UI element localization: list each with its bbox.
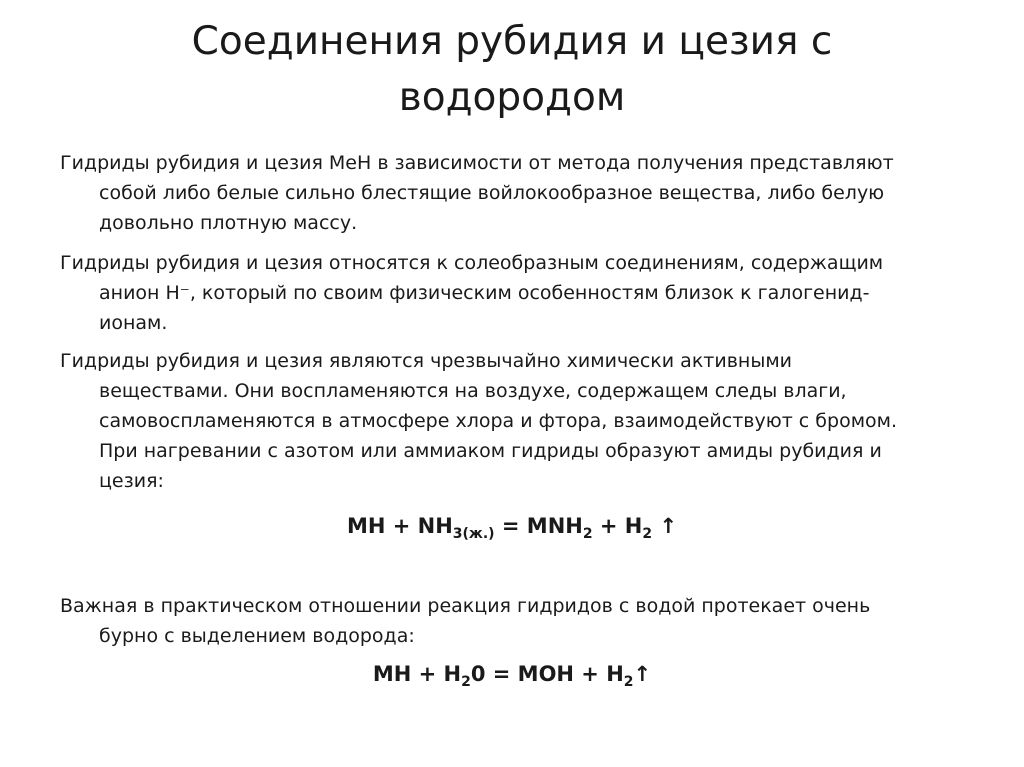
title-line: Соединения рубидия и цезия с bbox=[191, 19, 833, 64]
paragraph-hydride-appearance bbox=[60, 148, 970, 238]
equation-subscript: 2 bbox=[623, 674, 634, 690]
paragraph-line: довольно плотную массу. bbox=[99, 212, 358, 234]
slide-title bbox=[60, 14, 964, 126]
paragraph-line: При нагревании с азотом или аммиаком гидриды образуют амиды рубидия и bbox=[99, 440, 882, 462]
equation-subscript: 3(ж.) bbox=[452, 526, 495, 542]
up-arrow-icon: ↑ bbox=[652, 514, 678, 538]
equation-part: = MNH bbox=[494, 514, 583, 538]
equation-subscript: 2 bbox=[582, 526, 593, 542]
paragraph-line: собой либо белые сильно блестящие войлокообразное вещества, либо белую bbox=[99, 182, 885, 204]
equation-part: 0 = MOH + H bbox=[470, 662, 624, 686]
equation-water-reaction bbox=[0, 659, 1024, 689]
equation-ammonia-reaction bbox=[0, 511, 1024, 541]
equation-part: MH + H bbox=[372, 662, 462, 686]
paragraph-salt-like bbox=[60, 248, 970, 338]
equation-subscript: 2 bbox=[642, 526, 653, 542]
paragraph-line: Гидриды рубидия и цезия MeH в зависимости от метода получения представляют bbox=[60, 152, 894, 174]
paragraph-line: анион H⁻, который по своим физическим особенностям близок к галогенид- bbox=[99, 282, 870, 304]
paragraph-line: веществами. Они воспламеняются на воздухе, содержащем следы влаги, bbox=[99, 380, 847, 402]
paragraph-line: самовоспламеняются в атмосфере хлора и фтора, взаимодействуют с бромом. bbox=[99, 410, 898, 432]
paragraph-line: бурно с выделением водорода: bbox=[99, 625, 415, 647]
equation-subscript: 2 bbox=[461, 674, 471, 690]
paragraph-line: Гидриды рубидия и цезия являются чрезвычайно химически активными bbox=[60, 350, 793, 372]
paragraph-water-reaction bbox=[60, 591, 970, 651]
paragraph-line: цезия: bbox=[99, 470, 164, 492]
equation-part: MH + NH bbox=[346, 514, 453, 538]
paragraph-line: Гидриды рубидия и цезия относятся к солеобразным соединениям, содержащим bbox=[60, 252, 884, 274]
paragraph-reactivity bbox=[60, 346, 970, 496]
paragraph-line: ионам. bbox=[99, 312, 168, 334]
paragraph-line: Важная в практическом отношении реакция гидридов с водой протекает очень bbox=[60, 595, 871, 617]
up-arrow-icon: ↑ bbox=[633, 662, 652, 686]
equation-part: + H bbox=[592, 514, 643, 538]
title-line: водородом bbox=[398, 75, 626, 120]
